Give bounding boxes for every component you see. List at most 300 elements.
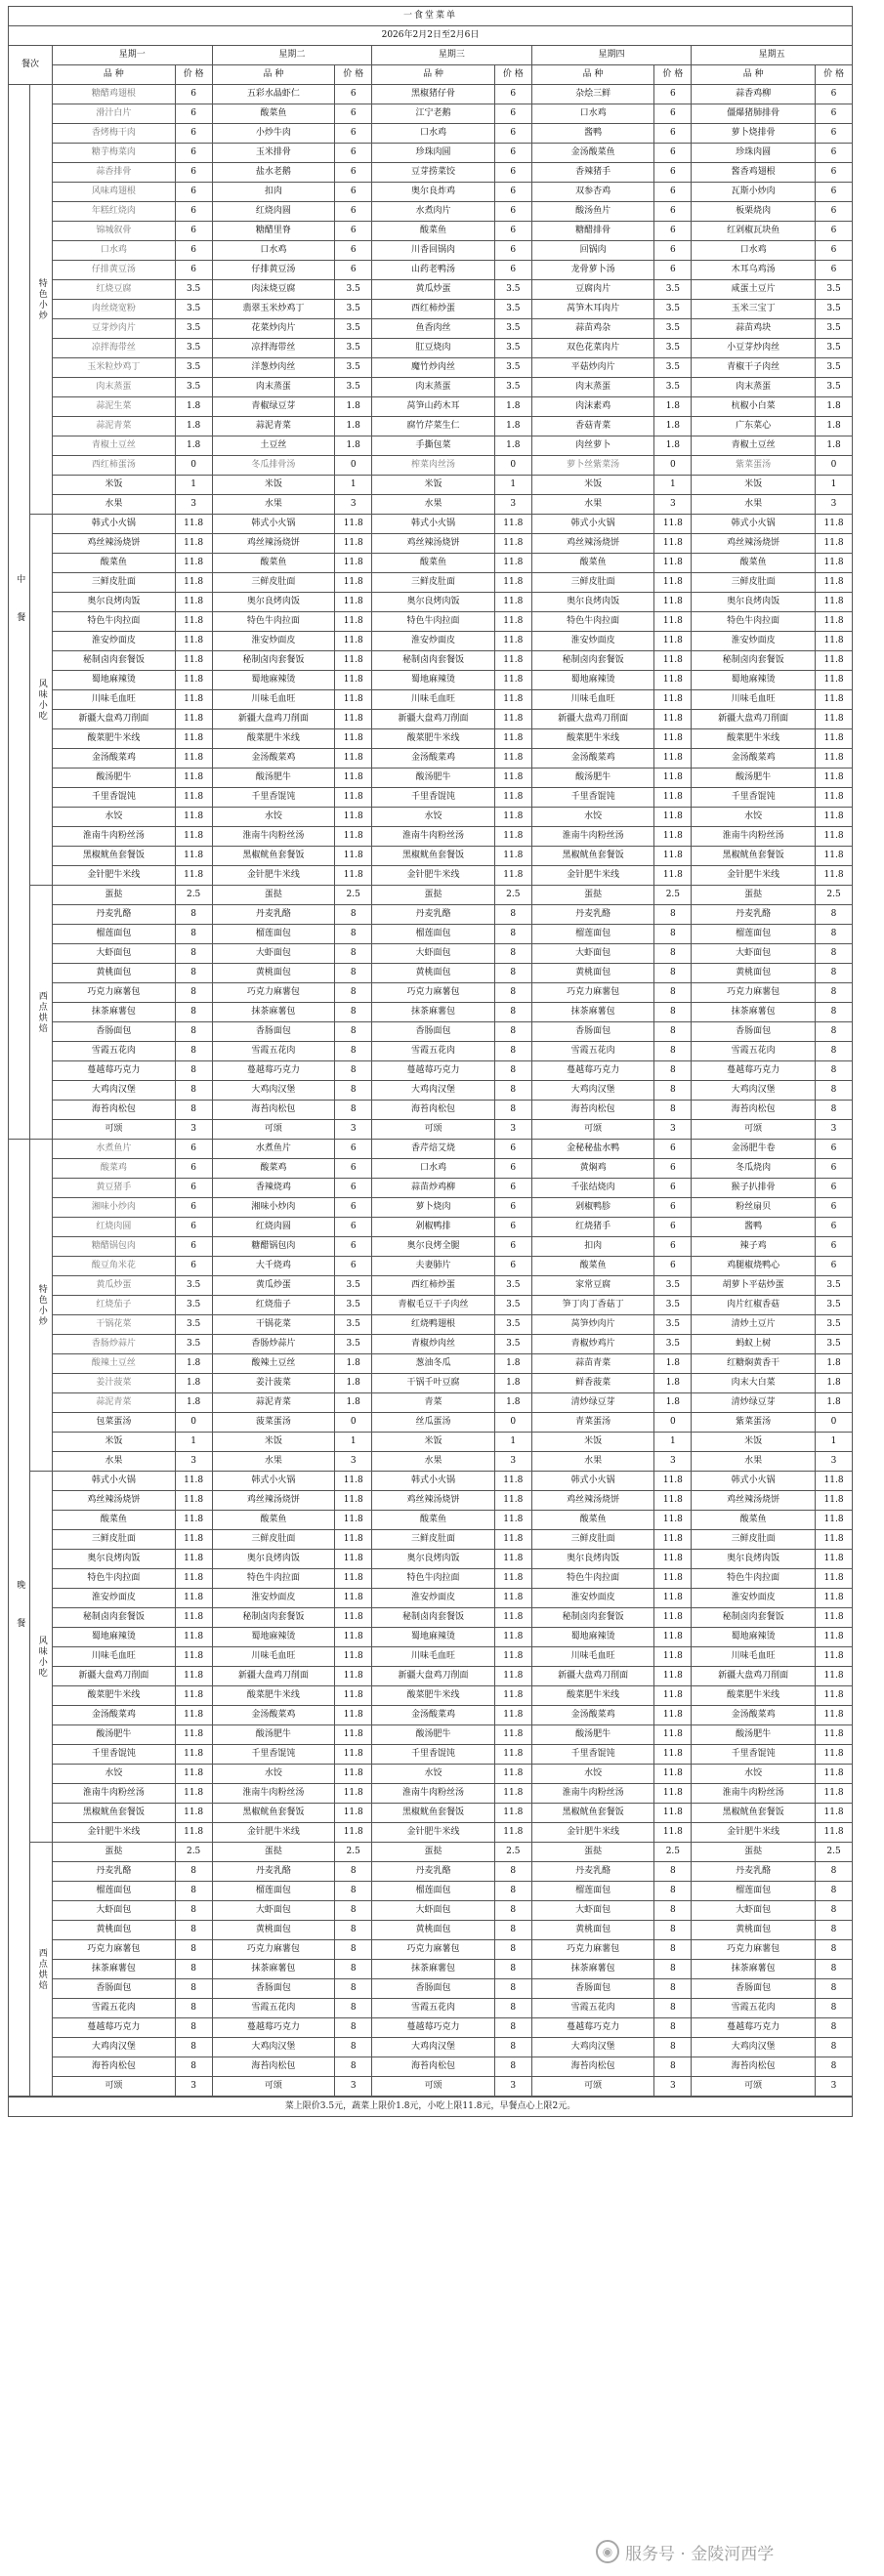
dish-price: 11.8 (816, 690, 853, 710)
dish-name: 米饭 (531, 476, 654, 495)
dish-price: 3.5 (654, 378, 692, 397)
dish-name: 奥尔良烤肉饭 (531, 1550, 654, 1569)
dish-name: 剁椒鸭排 (372, 1218, 495, 1237)
dish-price: 11.8 (816, 1628, 853, 1647)
dish-price: 11.8 (654, 632, 692, 651)
dish-name: 淮南牛肉粉丝汤 (212, 827, 335, 847)
item-column-header: 品 种 (372, 65, 495, 85)
menu-row (9, 144, 853, 163)
dish-name: 金针肥牛米线 (372, 1823, 495, 1843)
dish-name: 青椒土豆丝 (52, 436, 175, 456)
dish-price: 6 (816, 144, 853, 163)
dish-price: 11.8 (654, 769, 692, 788)
dish-name: 金汤酸菜鸡 (692, 1706, 816, 1725)
dish-price: 8 (494, 2057, 531, 2077)
dish-name: 鸡丝辣汤烧饼 (52, 534, 175, 554)
dish-name: 韩式小火锅 (52, 515, 175, 534)
dish-name: 年糕红烧肉 (52, 202, 175, 222)
dish-price: 3.5 (335, 280, 372, 300)
menu-row (9, 983, 853, 1003)
menu-row (9, 1315, 853, 1335)
dish-name: 蔓越莓巧克力 (372, 1061, 495, 1081)
dish-name: 红烧鸭翅根 (372, 1315, 495, 1335)
dish-price: 8 (654, 1042, 692, 1061)
dish-name: 玉米粒炒鸡丁 (52, 358, 175, 378)
dish-name: 盐水老鹅 (212, 163, 335, 183)
menu-row (9, 417, 853, 436)
dish-name: 金针肥牛米线 (212, 1823, 335, 1843)
dish-price: 1.8 (816, 436, 853, 456)
dish-name: 红烧茄子 (52, 1296, 175, 1315)
dish-name: 黄焖鸡 (531, 1159, 654, 1179)
dish-price: 3.5 (816, 358, 853, 378)
dish-name: 鸡丝辣汤烧饼 (692, 1491, 816, 1511)
dish-name: 可颂 (212, 2077, 335, 2097)
menu-row (9, 202, 853, 222)
dish-price: 6 (175, 202, 212, 222)
dish-price: 8 (175, 1882, 212, 1901)
dish-name: 蛋挞 (692, 1843, 816, 1862)
dish-name: 奥尔良烤全腿 (372, 1237, 495, 1257)
dish-price: 11.8 (335, 729, 372, 749)
dish-price: 11.8 (494, 1784, 531, 1804)
menu-row (9, 1354, 853, 1374)
dish-name: 蜀地麻辣烫 (212, 1628, 335, 1647)
menu-row (9, 1374, 853, 1393)
menu-row (9, 1433, 853, 1452)
dish-price: 11.8 (335, 534, 372, 554)
dish-name: 榴莲面包 (212, 925, 335, 944)
dish-price: 8 (654, 1862, 692, 1882)
dish-price: 11.8 (175, 1472, 212, 1491)
dish-name: 酸菜鱼 (372, 1511, 495, 1530)
dish-price: 8 (494, 964, 531, 983)
dish-name: 可颂 (531, 2077, 654, 2097)
dish-price: 6 (654, 261, 692, 280)
dish-name: 糖醋锅包肉 (52, 1237, 175, 1257)
dish-name: 胡萝卜平菇炒蛋 (692, 1276, 816, 1296)
dish-name: 川味毛血旺 (372, 1647, 495, 1667)
dish-name: 鸡腿椒烧鸭心 (692, 1257, 816, 1276)
dish-price: 11.8 (175, 1765, 212, 1784)
dish-name: 千里香馄饨 (372, 1745, 495, 1765)
dish-name: 三鲜皮肚面 (212, 573, 335, 593)
dish-name: 特色牛肉拉面 (52, 612, 175, 632)
dish-name: 特色牛肉拉面 (531, 1569, 654, 1589)
dish-name: 川香回锅肉 (372, 241, 495, 261)
dish-name: 酱鸭 (531, 124, 654, 144)
dish-name: 黑椒鱿鱼套餐饭 (692, 847, 816, 866)
dish-name: 肉沫素鸡 (531, 397, 654, 417)
dish-name: 黄桃面包 (531, 1921, 654, 1940)
dish-price: 11.8 (654, 1472, 692, 1491)
dish-name: 江宁老鹅 (372, 104, 495, 124)
menu-row (9, 1237, 853, 1257)
dish-price: 11.8 (175, 1804, 212, 1823)
menu-row (9, 1335, 853, 1354)
dish-name: 海苔肉松包 (531, 1101, 654, 1120)
dish-price: 6 (816, 1179, 853, 1198)
dish-price: 6 (816, 124, 853, 144)
dish-name: 水果 (52, 1452, 175, 1472)
dish-name: 特色牛肉拉面 (531, 612, 654, 632)
dish-price: 6 (494, 1257, 531, 1276)
dish-price: 1.8 (816, 417, 853, 436)
dish-price: 8 (816, 1003, 853, 1022)
dish-name: 秘制卤肉套餐饭 (692, 1608, 816, 1628)
dish-name: 秘制卤肉套餐饭 (531, 1608, 654, 1628)
dish-price: 6 (175, 183, 212, 202)
dish-price: 11.8 (494, 827, 531, 847)
dish-name: 大鸡肉汉堡 (372, 2038, 495, 2057)
dish-price: 11.8 (494, 1491, 531, 1511)
dish-name: 萝卜丝紫菜汤 (531, 456, 654, 476)
dish-name: 千里香馄饨 (692, 1745, 816, 1765)
dish-price: 3.5 (494, 1276, 531, 1296)
dish-price: 11.8 (816, 1550, 853, 1569)
dish-name: 雪霞五花肉 (531, 1042, 654, 1061)
dish-price: 1.8 (654, 1374, 692, 1393)
dish-name: 黄豆猪手 (52, 1179, 175, 1198)
dish-name: 蜀地麻辣烫 (692, 671, 816, 690)
menu-row (9, 1198, 853, 1218)
dish-name: 川味毛血旺 (212, 1647, 335, 1667)
dish-price: 8 (335, 1003, 372, 1022)
dish-price: 3.5 (494, 358, 531, 378)
dish-price: 8 (816, 964, 853, 983)
dish-price: 3.5 (494, 280, 531, 300)
dish-name: 蛋挞 (212, 1843, 335, 1862)
dish-price: 11.8 (175, 554, 212, 573)
dish-price: 6 (335, 104, 372, 124)
dish-price: 11.8 (335, 769, 372, 788)
menu-row (9, 280, 853, 300)
dish-price: 6 (654, 1237, 692, 1257)
dish-name: 干锅花菜 (212, 1315, 335, 1335)
dish-price: 11.8 (494, 1628, 531, 1647)
dish-name: 香烤梅干肉 (52, 124, 175, 144)
dish-name: 千里香馄饨 (52, 1745, 175, 1765)
dish-price: 8 (494, 905, 531, 925)
dish-price: 11.8 (175, 788, 212, 808)
dish-price: 1.8 (175, 397, 212, 417)
dish-name: 水煮肉片 (372, 202, 495, 222)
dish-price: 11.8 (494, 651, 531, 671)
dish-name: 豆芽捞菜饺 (372, 163, 495, 183)
dish-name: 可颂 (212, 1120, 335, 1140)
dish-name: 黄瓜炒蛋 (212, 1276, 335, 1296)
dish-name: 川味毛血旺 (531, 690, 654, 710)
dish-name: 新疆大盘鸡刀削面 (52, 1667, 175, 1686)
dish-name: 蒜苗鸡块 (692, 319, 816, 339)
dish-price: 11.8 (494, 573, 531, 593)
dish-price: 11.8 (335, 1491, 372, 1511)
dish-price: 8 (335, 1061, 372, 1081)
dish-name: 榴莲面包 (531, 925, 654, 944)
dish-name: 金汤酸菜鸡 (52, 749, 175, 769)
dish-name: 淮南牛肉粉丝汤 (212, 1784, 335, 1804)
menu-row (9, 495, 853, 515)
dish-name: 奥尔良烤肉饭 (372, 593, 495, 612)
dish-name: 米饭 (372, 476, 495, 495)
dish-price: 8 (494, 1901, 531, 1921)
dish-name: 肉片红椒香菇 (692, 1296, 816, 1315)
dish-price: 3.5 (816, 378, 853, 397)
dish-name: 水果 (372, 1452, 495, 1472)
dish-price: 6 (654, 1140, 692, 1159)
dish-price: 8 (335, 1081, 372, 1101)
dish-price: 11.8 (175, 1745, 212, 1765)
dish-name: 酸汤肥牛 (531, 1725, 654, 1745)
dish-name: 淮安炒面皮 (52, 1589, 175, 1608)
dish-price: 8 (335, 925, 372, 944)
dish-price: 8 (816, 1862, 853, 1882)
dish-price: 1 (335, 1433, 372, 1452)
dish-name: 鸡丝辣汤烧饼 (531, 1491, 654, 1511)
dish-price: 6 (175, 1179, 212, 1198)
dish-name: 三鲜皮肚面 (372, 1530, 495, 1550)
dish-price: 11.8 (494, 729, 531, 749)
dish-name: 水饺 (372, 1765, 495, 1784)
date-range: 2026年2月2日至2月6日 (9, 26, 853, 46)
menu-row (9, 651, 853, 671)
dish-name: 鸡丝辣汤烧饼 (52, 1491, 175, 1511)
dish-price: 6 (175, 104, 212, 124)
menu-row (9, 1413, 853, 1433)
dish-name: 米饭 (372, 1433, 495, 1452)
dish-price: 6 (494, 85, 531, 104)
dish-price: 11.8 (816, 1472, 853, 1491)
dish-price: 11.8 (335, 1784, 372, 1804)
dish-price: 11.8 (335, 827, 372, 847)
dish-name: 酸汤肥牛 (372, 1725, 495, 1745)
dish-price: 11.8 (654, 808, 692, 827)
dish-price: 8 (335, 1940, 372, 1960)
dish-name: 可颂 (692, 2077, 816, 2097)
dish-name: 榴莲面包 (692, 1882, 816, 1901)
dish-price: 3.5 (494, 1296, 531, 1315)
dish-name: 青椒炒鸡片 (531, 1335, 654, 1354)
dish-price: 11.8 (654, 729, 692, 749)
dish-price: 11.8 (335, 671, 372, 690)
dish-name: 红烧肉圆 (212, 1218, 335, 1237)
menu-row (9, 183, 853, 202)
dish-name: 金针肥牛米线 (52, 1823, 175, 1843)
dish-name: 冬瓜排骨汤 (212, 456, 335, 476)
dish-price: 1.8 (335, 397, 372, 417)
dish-name: 可颂 (372, 1120, 495, 1140)
dish-price: 0 (816, 1413, 853, 1433)
dish-price: 11.8 (816, 710, 853, 729)
dish-price: 6 (335, 261, 372, 280)
dish-price: 6 (816, 202, 853, 222)
dish-name: 米饭 (692, 1433, 816, 1452)
dish-name: 千里香馄饨 (212, 788, 335, 808)
dish-price: 8 (494, 1022, 531, 1042)
date-row (9, 26, 853, 46)
meal-label: 中餐 (9, 85, 30, 1140)
menu-row (9, 1022, 853, 1042)
dish-price: 6 (335, 1159, 372, 1179)
dish-name: 凉拌海带丝 (212, 339, 335, 358)
menu-row (9, 905, 853, 925)
dish-name: 魔竹炒肉丝 (372, 358, 495, 378)
dish-price: 11.8 (494, 769, 531, 788)
menu-row (9, 1569, 853, 1589)
dish-price: 3.5 (654, 280, 692, 300)
dish-price: 11.8 (335, 1472, 372, 1491)
dish-price: 6 (816, 1140, 853, 1159)
dish-name: 西红柿炒蛋 (372, 1276, 495, 1296)
dish-name: 黑椒鱿鱼套餐饭 (372, 1804, 495, 1823)
dish-price: 8 (654, 1999, 692, 2018)
dish-name: 川味毛血旺 (212, 690, 335, 710)
dish-price: 1 (494, 1433, 531, 1452)
dish-price: 11.8 (654, 593, 692, 612)
dish-name: 淮安炒面皮 (692, 1589, 816, 1608)
dish-price: 11.8 (654, 1784, 692, 1804)
dish-name: 香肠面包 (372, 1979, 495, 1999)
menu-row (9, 554, 853, 573)
dish-name: 黑椒猪仔骨 (372, 85, 495, 104)
menu-row (9, 436, 853, 456)
dish-name: 蒜苗炒鸡柳 (372, 1179, 495, 1198)
dish-price: 11.8 (816, 1765, 853, 1784)
category-label: 西点烘焙 (30, 886, 52, 1140)
dish-price: 3.5 (816, 339, 853, 358)
dish-price: 6 (816, 261, 853, 280)
dish-name: 广东菜心 (692, 417, 816, 436)
dish-price: 11.8 (175, 612, 212, 632)
dish-name: 酱鸭 (692, 1218, 816, 1237)
dish-name: 奥尔良烤肉饭 (531, 593, 654, 612)
dish-price: 8 (816, 983, 853, 1003)
dish-name: 酸菜鱼 (52, 1511, 175, 1530)
dish-name: 丹麦乳酪 (52, 905, 175, 925)
dish-price: 11.8 (175, 1628, 212, 1647)
dish-price: 6 (335, 85, 372, 104)
menu-row (9, 1862, 853, 1882)
menu-row (9, 1530, 853, 1550)
dish-name: 酸汤肥牛 (372, 769, 495, 788)
dish-price: 0 (654, 456, 692, 476)
dish-price: 11.8 (494, 710, 531, 729)
menu-row (9, 944, 853, 964)
dish-name: 酸汤肥牛 (692, 769, 816, 788)
dish-price: 8 (175, 1862, 212, 1882)
dish-price: 1.8 (494, 397, 531, 417)
dish-price: 1 (335, 476, 372, 495)
dish-price: 11.8 (175, 827, 212, 847)
dish-price: 11.8 (654, 827, 692, 847)
menu-row (9, 847, 853, 866)
dish-price: 11.8 (494, 632, 531, 651)
dish-price: 11.8 (175, 866, 212, 886)
dish-price: 11.8 (654, 1589, 692, 1608)
dish-price: 8 (654, 2018, 692, 2038)
dish-name: 淮安炒面皮 (372, 632, 495, 651)
dish-name: 金汤酸菜鸡 (212, 1706, 335, 1725)
dish-name: 大鸡肉汉堡 (372, 1081, 495, 1101)
dish-price: 11.8 (335, 651, 372, 671)
dish-name: 可颂 (531, 1120, 654, 1140)
dish-name: 香肠面包 (372, 1022, 495, 1042)
dish-name: 米饭 (212, 1433, 335, 1452)
dish-name: 奥尔良炸鸡 (372, 183, 495, 202)
dish-price: 11.8 (816, 788, 853, 808)
menu-row (9, 964, 853, 983)
dish-name: 水果 (692, 495, 816, 515)
dish-price: 8 (654, 1901, 692, 1921)
dish-price: 11.8 (175, 515, 212, 534)
dish-price: 11.8 (175, 808, 212, 827)
dish-name: 黄桃面包 (531, 964, 654, 983)
dish-price: 3 (175, 2077, 212, 2097)
dish-name: 酸汤肥牛 (212, 1725, 335, 1745)
dish-name: 肉丝萝卜 (531, 436, 654, 456)
dish-price: 3.5 (175, 1335, 212, 1354)
dish-price: 3.5 (816, 1335, 853, 1354)
dish-price: 6 (494, 1237, 531, 1257)
dish-name: 紫菜蛋汤 (692, 456, 816, 476)
dish-name: 特色牛肉拉面 (692, 612, 816, 632)
dish-name: 金汤肥牛卷 (692, 1140, 816, 1159)
dish-price: 11.8 (494, 1706, 531, 1725)
menu-row (9, 1784, 853, 1804)
dish-name: 金汤酸菜鸡 (531, 749, 654, 769)
menu-row (9, 612, 853, 632)
dish-price: 11.8 (335, 1745, 372, 1765)
menu-row (9, 241, 853, 261)
dish-name: 雪霞五花肉 (212, 1999, 335, 2018)
dish-name: 香辣烧鸡 (212, 1179, 335, 1198)
dish-name: 肉末蒸蛋 (52, 378, 175, 397)
wechat-channel-icon: ◉ (596, 2540, 619, 2563)
menu-row (9, 1608, 853, 1628)
dish-name: 川味毛血旺 (52, 1647, 175, 1667)
dish-price: 6 (335, 1140, 372, 1159)
dish-name: 千里香馄饨 (52, 788, 175, 808)
menu-row (9, 1667, 853, 1686)
dish-name: 水果 (52, 495, 175, 515)
day-header-row (9, 46, 853, 65)
dish-price: 3.5 (654, 319, 692, 339)
dish-price: 1 (654, 476, 692, 495)
dish-price: 8 (654, 1882, 692, 1901)
dish-name: 淮安炒面皮 (52, 632, 175, 651)
dish-name: 黄桃面包 (212, 964, 335, 983)
dish-price: 11.8 (335, 1647, 372, 1667)
dish-name: 大鸡肉汉堡 (212, 1081, 335, 1101)
day-header: 星期五 (692, 46, 853, 65)
dish-price: 6 (816, 1257, 853, 1276)
dish-price: 11.8 (335, 1511, 372, 1530)
dish-name: 米饭 (212, 476, 335, 495)
menu-row (9, 1843, 853, 1862)
dish-price: 8 (654, 905, 692, 925)
dish-name: 口水鸡 (692, 241, 816, 261)
menu-row (9, 1999, 853, 2018)
dish-name: 口水鸡 (531, 104, 654, 124)
dish-price: 1.8 (494, 1354, 531, 1374)
dish-price: 8 (494, 1003, 531, 1022)
menu-row (9, 1491, 853, 1511)
dish-price: 11.8 (494, 1667, 531, 1686)
dish-name: 家常豆腐 (531, 1276, 654, 1296)
dish-name: 淮安炒面皮 (692, 632, 816, 651)
dish-price: 1.8 (335, 417, 372, 436)
dish-price: 8 (654, 2057, 692, 2077)
